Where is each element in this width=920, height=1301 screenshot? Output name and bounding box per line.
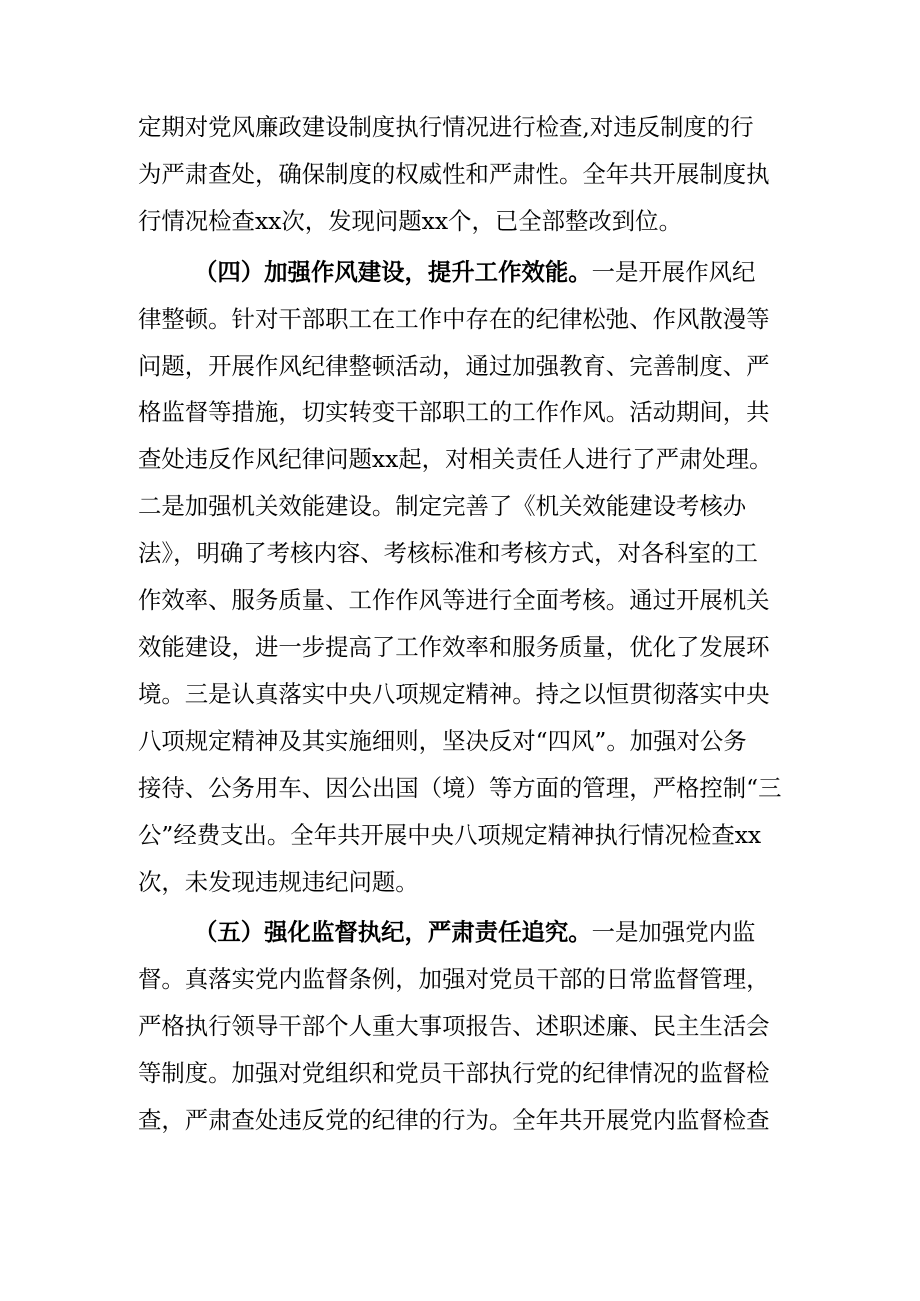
paragraph-section-4 bbox=[138, 249, 794, 906]
paragraph-continuation bbox=[138, 104, 794, 245]
document-body bbox=[138, 104, 794, 1144]
section-heading-4: （四）加强作风建设，提升工作效能。 bbox=[194, 257, 592, 286]
paragraph-text: 一是加强党内监 督。真落实党内监督条例，加强对党员干部的日常监督管理， 严格执行领导干部个人重大事项报告、述职述廉、民主生活会 等制度。加强对党组织和党员干部执行党的纪律情况的监督检 查，严肃查处违反党的纪律的行为。全年共开展党内监督检查 bbox=[138, 918, 770, 1135]
paragraph-text: 一是开展作风纪 律整顿。针对干部职工在工作中存在的纪律松弛、作风散漫等 问题，开展作风纪律整顿活动，通过加强教育、完善制度、严 格监督等措施，切实转变干部职工的工作作风。活动期间，共 查处违反作风纪律问题xx起，对相关责任人进行了严肃处理。 二是加强机关效能建设。制定完善了《机关效能建设考核办 法》，明确了考核内容、考核标准和考核方式，对各科室的工 作效率、服务质量、工作作风等进行全面考核。通过开展机关 效能建设，进一步提高了工作效率和服务质量，优化了发展环 境。三是认真落实中央八项规定精神。持之以恒贯彻落实中央 八项规定精神及其实施细则，坚决反对“四风”。加强对公务 接待、公务用车、因公出国（境）等方面的管理，严格控制“三 公”经费支出。全年共开展中央八项规定精神执行情况检查xx 次，未发现违规违纪问题。 bbox=[138, 257, 782, 896]
paragraph-section-5 bbox=[138, 909, 794, 1144]
section-heading-5: （五）强化监督执纪，严肃责任追究。 bbox=[194, 918, 592, 947]
paragraph-text: 定期对党风廉政建设制度执行情况进行检查,对违反制度的行 为严肃查处，确保制度的权威性和严肃性。全年共开展制度执 行情况检查xx次，发现问题xx个，已全部整改到位。 bbox=[138, 113, 770, 235]
